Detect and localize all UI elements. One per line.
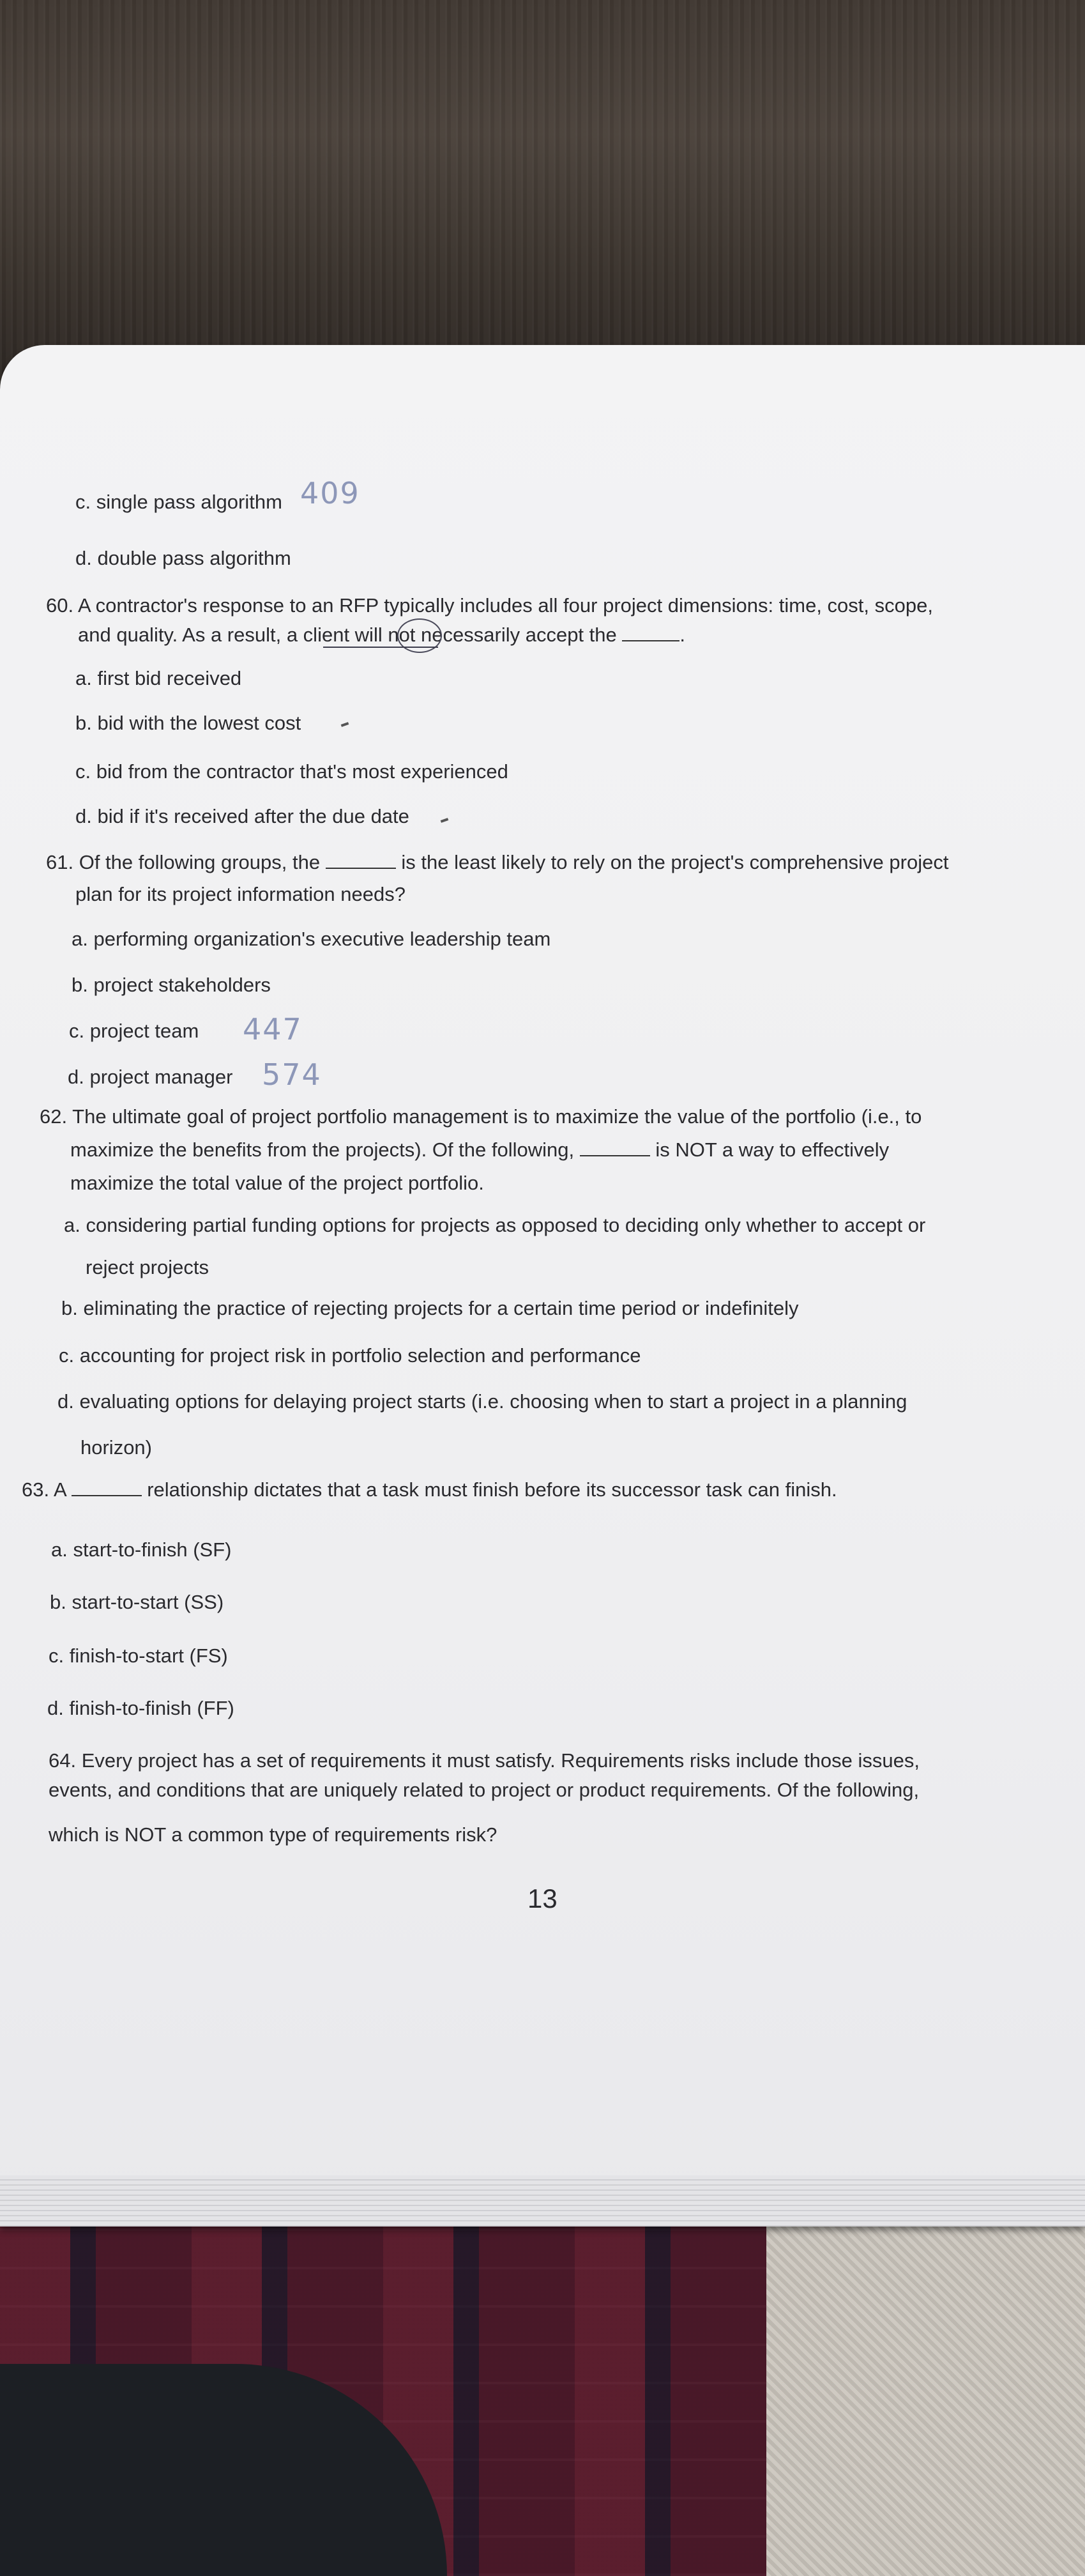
answer-blank [72,1477,142,1496]
question-60-period: . [679,624,686,646]
question-62-line-2-pre: maximize the benefits from the projects). Of the following, [70,1138,575,1161]
question-62-line-3: maximize the total value of the project portfolio. [70,1172,484,1194]
question-64-line-1: 64. Every project has a set of requirements it must satisfy. Requirements risks include those issues, [49,1749,920,1772]
question-61-option-c: c. project team [69,1020,199,1042]
answer-blank [580,1137,650,1156]
question-63-option-a: a. start-to-finish (SF) [51,1538,232,1561]
question-64-line-3: which is NOT a common type of requirements risk? [49,1823,497,1846]
question-63-line-1 [22,1477,837,1501]
question-63-line-1-post: relationship dictates that a task must finish before its successor task can finish. [147,1478,837,1501]
question-61-option-a: a. performing organization's executive leadership team [72,928,551,950]
question-62-line-2 [70,1137,889,1162]
pen-underline-mark [323,647,438,648]
handwritten-note-574: 574 [262,1057,322,1092]
question-63-option-b: b. start-to-start (SS) [50,1591,224,1613]
question-60-option-a: a. first bid received [75,667,242,689]
question-60-option-d: d. bid if it's received after the due date [75,805,409,827]
question-62-option-a-line-2: reject projects [86,1256,209,1278]
question-60-option-c: c. bid from the contractor that's most experienced [75,760,508,783]
question-60-option-b: b. bid with the lowest cost [75,712,301,734]
question-61-line-1-pre: 61. Of the following groups, the [46,851,321,873]
question-63-option-c: c. finish-to-start (FS) [49,1644,228,1667]
question-62-option-b: b. eliminating the practice of rejecting projects for a certain time period or indefinitely [61,1297,799,1319]
question-64-line-2: events, and conditions that are uniquely related to project or product requirements. Of the following, [49,1779,920,1801]
option-d-prev: d. double pass algorithm [75,547,291,569]
answer-blank [326,850,396,869]
question-62-line-1: 62. The ultimate goal of project portfolio management is to maximize the value of the portfolio (i.e., to [40,1105,922,1128]
question-61-line-1-post: is the least likely to rely on the project's comprehensive project [401,851,949,873]
question-62-option-d-line-2: horizon) [80,1436,152,1459]
question-63-line-1-pre: 63. A [22,1478,66,1501]
question-63-option-d: d. finish-to-finish (FF) [47,1697,234,1719]
question-60-line-2-text: and quality. As a result, a client will not necessarily accept the [78,624,617,646]
question-62-option-d-line-1: d. evaluating options for delaying project starts (i.e. choosing when to start a project in a planning [57,1390,907,1413]
question-62-line-2-post: is NOT a way to effectively [655,1138,890,1161]
question-62-option-c: c. accounting for project risk in portfolio selection and performance [59,1344,641,1367]
question-61-option-d: d. project manager [68,1066,233,1088]
pen-tick-mark [341,722,349,727]
question-60-line-2 [78,622,685,647]
question-62-option-a-line-1: a. considering partial funding options for projects as opposed to deciding only whether to accept or [64,1214,926,1236]
question-60-line-1: 60. A contractor's response to an RFP typically includes all four project dimensions: time, cost, scope, [46,594,933,617]
handwritten-note-447: 447 [243,1012,303,1046]
pen-tick-mark [441,818,449,823]
question-61-option-b: b. project stakeholders [72,974,271,996]
handwritten-note-409: 409 [300,476,360,510]
question-61-line-1 [46,850,948,874]
question-61-line-2: plan for its project information needs? [75,883,406,905]
option-c-prev: c. single pass algorithm [75,491,282,513]
answer-blank [622,622,679,641]
page-number: 13 [527,1883,558,1913]
